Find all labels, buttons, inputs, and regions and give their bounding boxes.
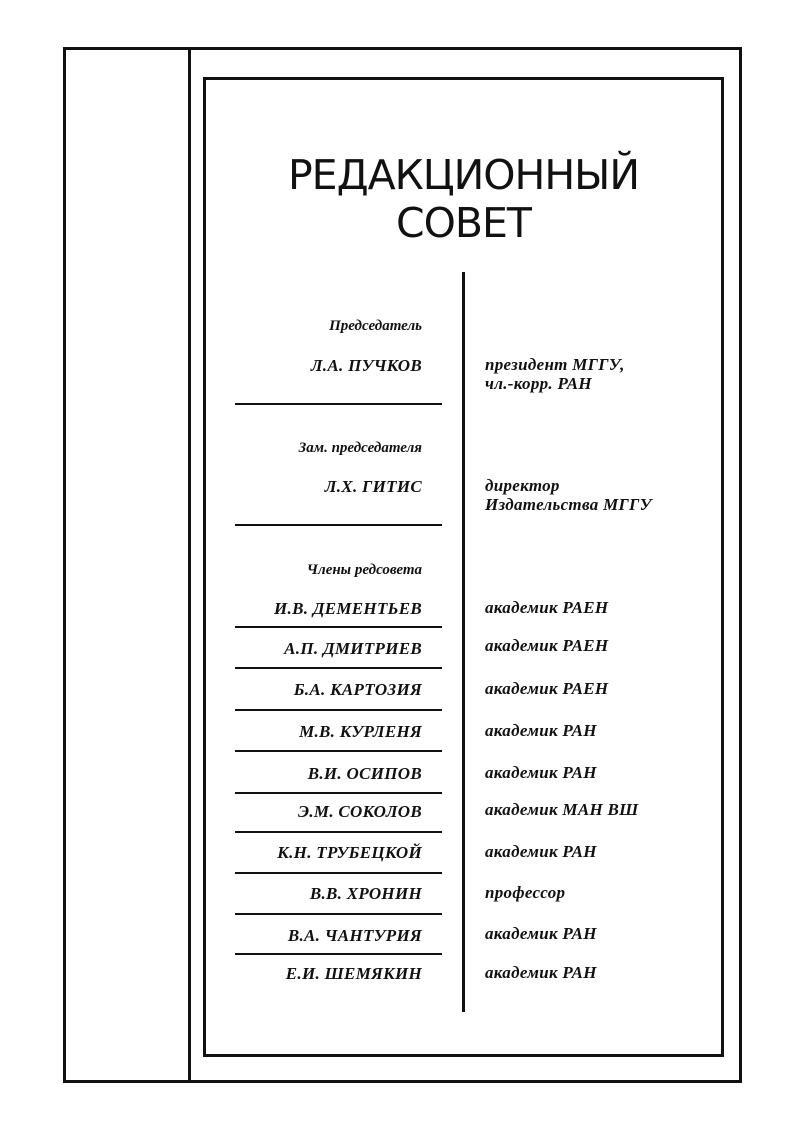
members-heading: Члены редсовета — [306, 562, 422, 578]
member-divider — [235, 913, 442, 915]
member-name: А.П. ДМИТРИЕВ — [284, 639, 422, 658]
member-divider — [235, 750, 442, 752]
member-name: К.Н. ТРУБЕЦКОЙ — [277, 843, 422, 862]
column-divider — [462, 272, 465, 1012]
member-name: Е.И. ШЕМЯКИН — [285, 964, 422, 983]
member-role: академик РАЕН — [485, 598, 609, 617]
member-name: В.В. ХРОНИН — [309, 884, 422, 903]
member-name: И.В. ДЕМЕНТЬЕВ — [274, 599, 422, 618]
member-role: академик РАН — [485, 842, 597, 861]
page-title-line1: РЕДАКЦИОННЫЙ — [287, 151, 640, 199]
member-divider — [235, 792, 442, 794]
chairman-name: Л.А. ПУЧКОВ — [310, 356, 422, 375]
member-name: В.И. ОСИПОВ — [307, 764, 422, 783]
member-role: академик РАН — [485, 721, 597, 740]
member-role: академик РАЕН — [485, 636, 609, 655]
section-divider — [235, 524, 442, 526]
chairman-role-line2: чл.-корр. РАН — [485, 374, 592, 393]
member-role: академик МАН ВШ — [485, 800, 639, 819]
member-divider — [235, 831, 442, 833]
member-divider — [235, 667, 442, 669]
chairman-heading: Председатель — [329, 318, 422, 334]
page-title-line2: СОВЕТ — [396, 199, 531, 247]
member-name: Э.М. СОКОЛОВ — [297, 802, 422, 821]
member-divider — [235, 626, 442, 628]
deputy-role-line1: директор — [485, 476, 560, 495]
deputy-heading: Зам. председателя — [298, 440, 422, 456]
section-divider — [235, 403, 442, 405]
member-divider — [235, 953, 442, 955]
member-divider — [235, 872, 442, 874]
member-role: академик РАЕН — [485, 679, 609, 698]
member-role: академик РАН — [485, 763, 597, 782]
deputy-name: Л.Х. ГИТИС — [324, 477, 422, 496]
member-name: Б.А. КАРТОЗИЯ — [293, 680, 422, 699]
member-name: М.В. КУРЛЕНЯ — [299, 722, 422, 741]
member-name: В.А. ЧАНТУРИЯ — [287, 926, 422, 945]
member-role: академик РАН — [485, 924, 597, 943]
member-role: академик РАН — [485, 963, 597, 982]
member-role: профессор — [485, 883, 566, 902]
spine-divider — [188, 47, 191, 1083]
member-divider — [235, 709, 442, 711]
chairman-role-line1: президент МГГУ, — [485, 355, 625, 374]
deputy-role-line2: Издательства МГГУ — [485, 495, 652, 514]
